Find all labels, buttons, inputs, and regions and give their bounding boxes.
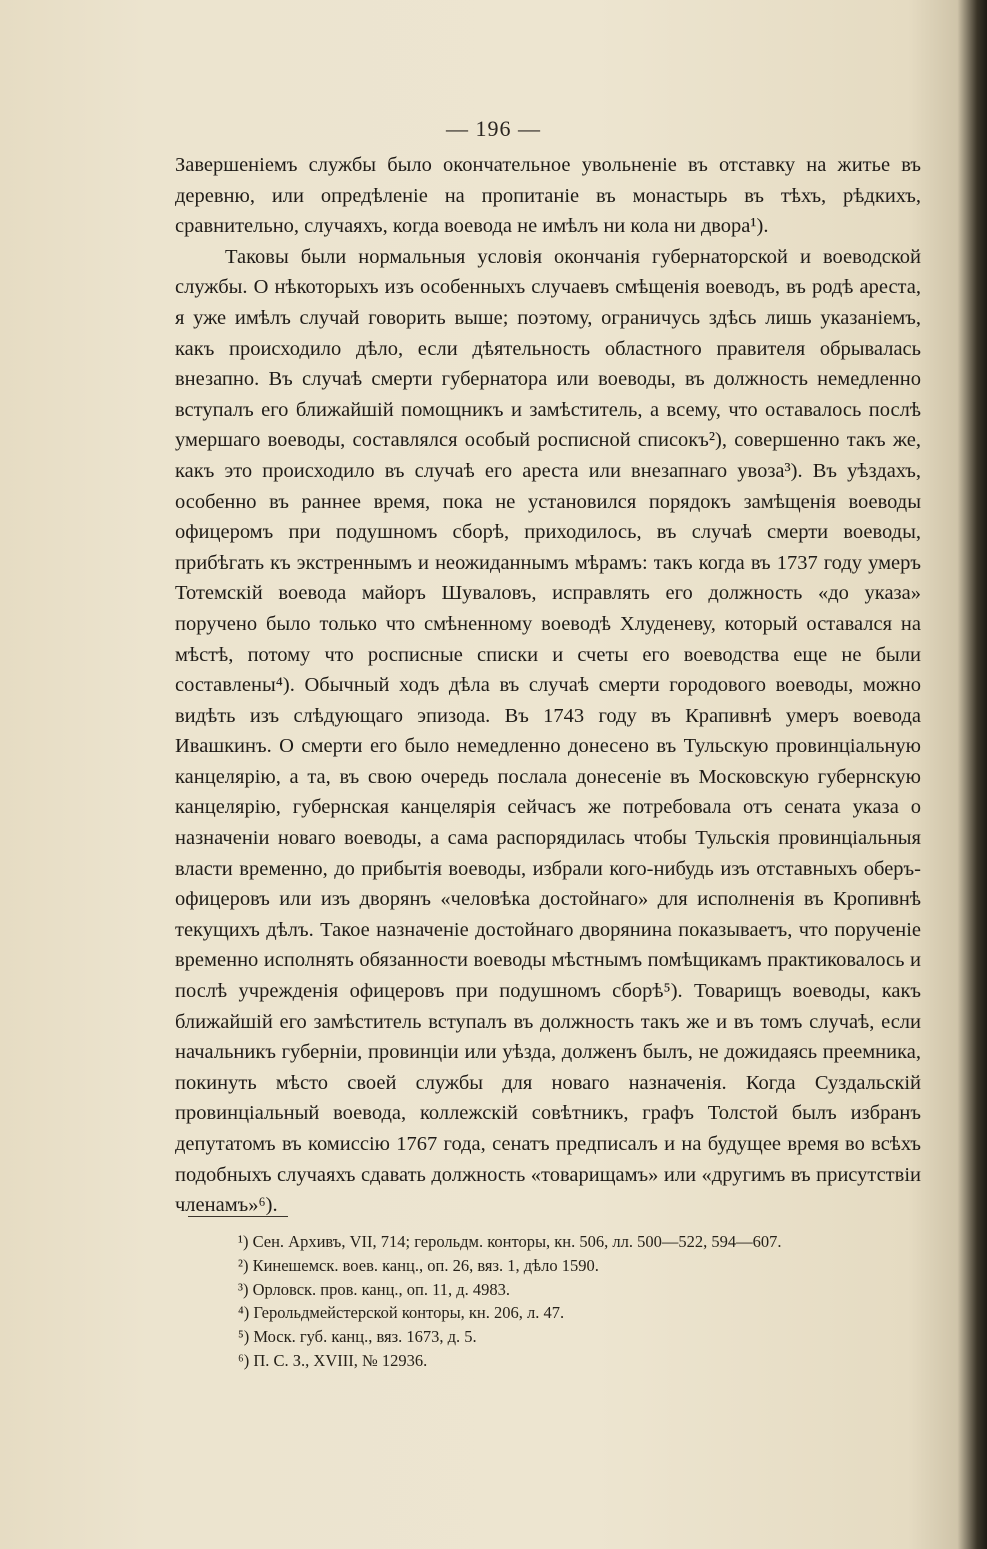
paragraph-2: Таковы были нормальныя условія окончанія губернаторской и воеводской службы. О нѣкоторыхъ изъ особенныхъ случаевъ смѣщенія воеводъ, въ родѣ ареста, я уже имѣлъ случай говорить выше; поэтому, ограничусь здѣсь лишь указаніемъ, какъ происходило дѣло, если дѣятельность областного правителя обрывалась внезапно. Въ случаѣ смерти губернатора или воеводы, въ должность немедленно вступалъ его ближайшій помощникъ и замѣститель, а всему, что оставалось послѣ умершаго воеводы, составлялся особый росписной списокъ²), совершенно такъ же, какъ это происходило въ случаѣ его ареста или внезапнаго увоза³). Въ уѣздахъ, особенно въ раннее время, пока не установился порядокъ замѣщенія воеводы офицеромъ при подушномъ сборѣ, приходилось, въ случаѣ смерти воеводы, прибѣгать къ экстреннымъ и неожиданнымъ мѣрамъ: такъ когда въ 1737 году умеръ Тотемскій воевода майоръ Шуваловъ, исправлять его должность «до указа» поручено было только что смѣненному воеводѣ Хлуденеву, который оставался на мѣстѣ, потому что росписные списки и счеты его воеводства еще не были составлены⁴). Обычный ходъ дѣла въ случаѣ смерти городового воеводы, можно видѣть изъ слѣдующаго эпизода. Въ 1743 году въ Крапивнѣ умеръ воевода Ивашкинъ. О смерти его было немедленно донесено въ Тульскую провинціальную канцелярію, а та, въ свою очередь послала донесеніе въ Московскую губернскую канцелярію, губернская канцелярія сейчасъ же потребовала отъ сената указа о назначеніи новаго воеводы, а сама распорядилась чтобы Тульскія провинціальныя власти временно, до прибытія воеводы, избрали кого-нибудь изъ отставныхъ оберъ-офицеровъ или изъ дворянъ «человѣка достойнаго» для исполненія въ Кропивнѣ текущихъ дѣлъ. Такое назначеніе достойнаго дворянина показываетъ, что порученіе временно исполнять обязанности воеводы мѣстнымъ помѣщикамъ практиковалось и послѣ учрежденія офицеровъ при подушномъ сборѣ⁵). Товарищъ воеводы, какъ ближайшій его замѣститель вступалъ въ должность такъ же и въ томъ случаѣ, если начальникъ губерніи, провинціи или уѣзда, долженъ былъ, не дожидаясь преемника, покинуть мѣсто своей службы для новаго назначенія. Когда Суздальскій провинціальный воевода, коллежскій совѣтникъ, графъ Толстой былъ избранъ депутатомъ въ комиссію 1767 года, сенатъ предписалъ и на будущее время во всѣхъ подобныхъ случаяхъ сдавать должность «товарищамъ» или «другимъ въ присутствіи членамъ»⁶). bbox=[175, 245, 921, 1217]
footnote-4: ⁴) Герольдмейстерской конторы, кн. 206, л. 47. bbox=[238, 1303, 565, 1323]
footnote-6: ⁶) П. С. З., XVIII, № 12936. bbox=[238, 1350, 428, 1370]
footnote-3: ³) Орловск. пров. канц., оп. 11, д. 4983. bbox=[238, 1279, 511, 1299]
footnote-5: ⁵) Моск. губ. канц., вяз. 1673, д. 5. bbox=[238, 1327, 477, 1347]
footnote-divider bbox=[188, 1216, 288, 1217]
main-text bbox=[175, 150, 921, 1221]
page-number: — 196 — bbox=[446, 116, 541, 141]
footnote-1: ¹) Сен. Архивъ, VII, 714; герольдм. конторы, кн. 506, лл. 500—522, 594—607. bbox=[238, 1232, 782, 1251]
footnote-2: ²) Кинешемск. воев. канц., оп. 26, вяз. 1, дѣло 1590. bbox=[238, 1255, 599, 1275]
paragraph-1: Завершеніемъ службы было окончательное увольненіе въ отставку на житье въ деревню, или опредѣленіе на пропитаніе въ монастырь въ тѣхъ, рѣдкихъ, сравнительно, случаяхъ, когда воевода не имѣлъ ни кола ни двора¹). bbox=[175, 154, 921, 238]
footnotes bbox=[238, 1230, 938, 1373]
